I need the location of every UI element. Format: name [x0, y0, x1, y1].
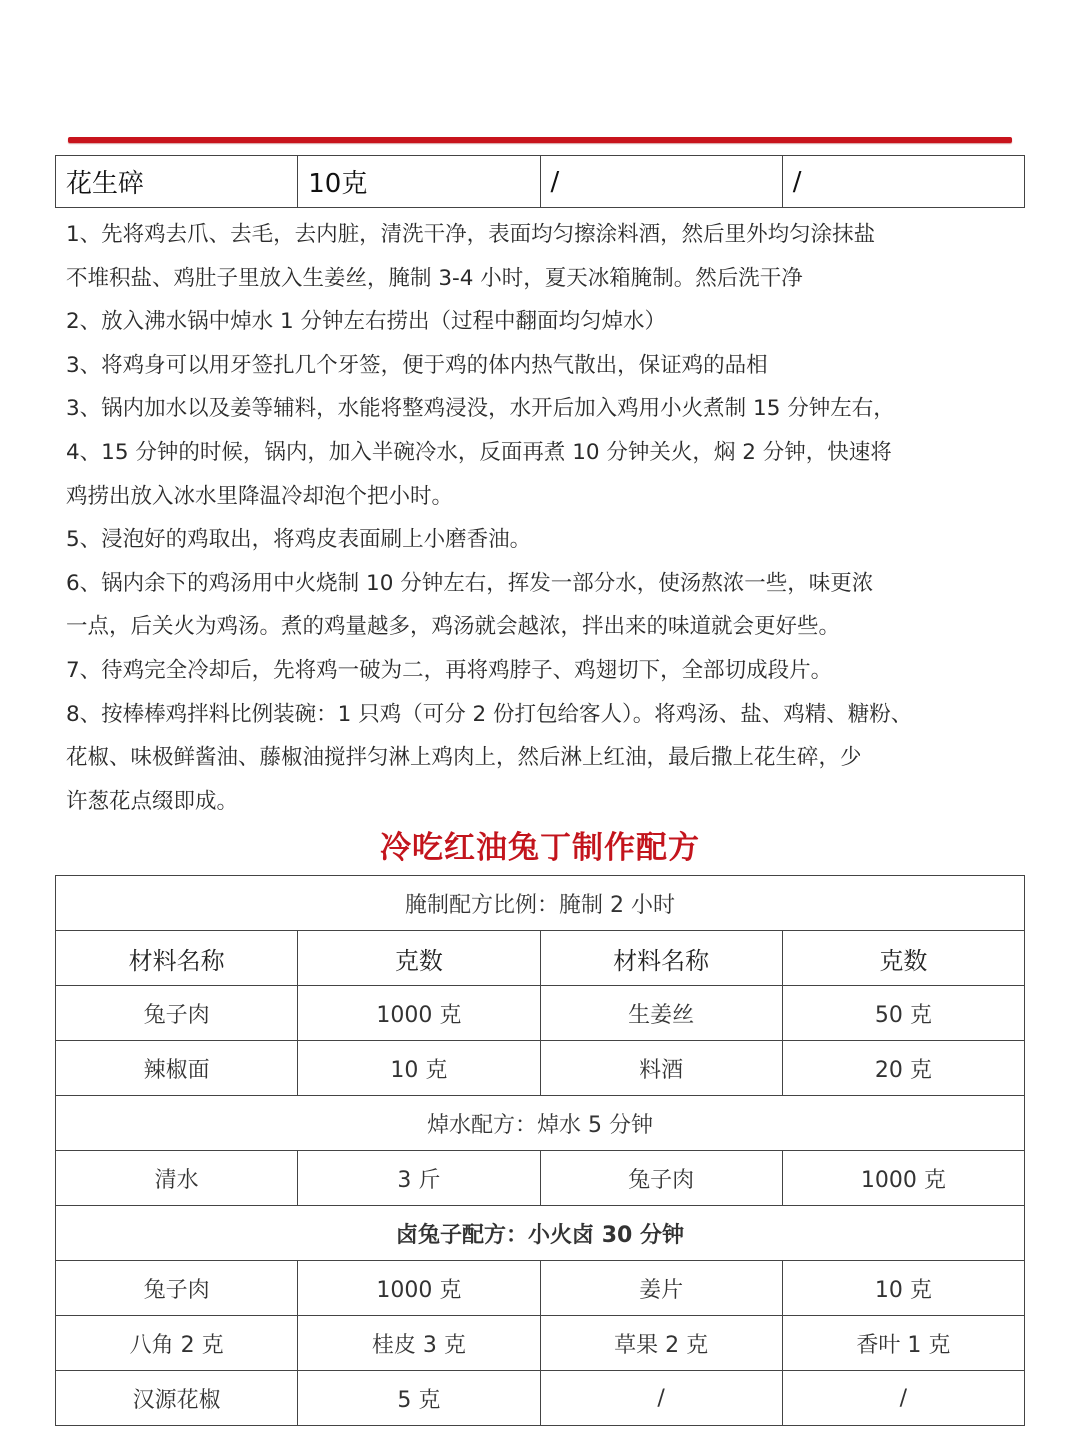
- table-row: [56, 1041, 1025, 1096]
- column-header: 克数: [782, 931, 1024, 986]
- step-line: 一点，后关火为鸡汤。煮的鸡量越多，鸡汤就会越浓，拌出来的味道就会更好些。: [66, 614, 841, 640]
- section-heading: 卤兔子配方：小火卤 30 分钟: [56, 1206, 1025, 1261]
- step-line: 2、放入沸水锅中焯水 1 分钟左右捞出（过程中翻面均匀焯水）: [66, 309, 667, 335]
- table-cell: 清水: [56, 1151, 298, 1206]
- table-cell: 兔子肉: [56, 986, 298, 1041]
- header-divider: [68, 137, 1012, 143]
- table-cell: /: [540, 1371, 782, 1426]
- table-cell: 10 克: [298, 1041, 540, 1096]
- table-cell: 兔子肉: [56, 1261, 298, 1316]
- table-cell: /: [782, 156, 1024, 208]
- recipe-title: 冷吃红油兔丁制作配方: [380, 830, 700, 866]
- table-cell: 生姜丝: [540, 986, 782, 1041]
- step-line: 许葱花点缀即成。: [66, 788, 239, 814]
- table-cell: 香叶 1 克: [782, 1316, 1024, 1371]
- table-cell: 10克: [298, 156, 540, 208]
- step-line: 花椒、味极鲜酱油、藤椒油搅拌匀淋上鸡肉上，然后淋上红油，最后撒上花生碎，少: [66, 745, 862, 771]
- table-cell: 姜片: [540, 1261, 782, 1316]
- table-row: [56, 1261, 1025, 1316]
- step-line: 3、锅内加水以及姜等辅料，水能将整鸡浸没，水开后加入鸡用小火煮制 15 分钟左右，: [66, 396, 895, 422]
- table-cell: 辣椒面: [56, 1041, 298, 1096]
- section-row: [56, 1206, 1025, 1261]
- section-row: [56, 876, 1025, 931]
- table-row: [56, 986, 1025, 1041]
- section-row: [56, 1096, 1025, 1151]
- table-cell: 50 克: [782, 986, 1024, 1041]
- table-cell: 汉源花椒: [56, 1371, 298, 1426]
- table-row: [56, 1151, 1025, 1206]
- step-line: 6、锅内余下的鸡汤用中火烧制 10 分钟左右，挥发一部分水，使汤熬浓一些，味更浓: [66, 570, 874, 596]
- step-line: 7、待鸡完全冷却后，先将鸡一破为二，再将鸡脖子、鸡翅切下，全部切成段片。: [66, 657, 833, 683]
- section-heading: 焯水配方：焯水 5 分钟: [56, 1096, 1025, 1151]
- table-cell: 5 克: [298, 1371, 540, 1426]
- step-line: 3、将鸡身可以用牙签扎几个牙签，便于鸡的体内热气散出，保证鸡的品相: [66, 352, 768, 378]
- column-header: 克数: [298, 931, 540, 986]
- header-row: [56, 931, 1025, 986]
- recipe-table: [55, 875, 1025, 1426]
- preparation-steps: [66, 213, 1026, 823]
- table-cell: 花生碎: [56, 156, 298, 208]
- table-cell: 10 克: [782, 1261, 1024, 1316]
- table-cell: /: [782, 1371, 1024, 1426]
- table-cell: 兔子肉: [540, 1151, 782, 1206]
- step-line: 4、15 分钟的时候，锅内，加入半碗冷水，反面再煮 10 分钟关火，焖 2 分钟，快速将: [66, 439, 892, 465]
- section-heading: 腌制配方比例：腌制 2 小时: [56, 876, 1025, 931]
- table-row: [56, 156, 1025, 208]
- step-line: 5、浸泡好的鸡取出，将鸡皮表面刷上小磨香油。: [66, 527, 532, 553]
- table-row: [56, 1371, 1025, 1426]
- step-line: 鸡捞出放入冰水里降温冷却泡个把小时。: [66, 483, 454, 509]
- column-header: 材料名称: [56, 931, 298, 986]
- table-cell: 草果 2 克: [540, 1316, 782, 1371]
- table-cell: 3 斤: [298, 1151, 540, 1206]
- table-cell: 20 克: [782, 1041, 1024, 1096]
- step-line: 8、按棒棒鸡拌料比例装碗：1 只鸡（可分 2 份打包给客人）。将鸡汤、盐、鸡精、糖粉、: [66, 701, 913, 727]
- step-line: 1、先将鸡去爪、去毛，去内脏，清洗干净，表面均匀擦涂料酒，然后里外均匀涂抹盐: [66, 222, 876, 247]
- step-line: 不堆积盐、鸡肚子里放入生姜丝，腌制 3-4 小时，夏天冰箱腌制。然后洗干净: [66, 265, 803, 291]
- table-cell: 桂皮 3 克: [298, 1316, 540, 1371]
- table-cell: 1000 克: [782, 1151, 1024, 1206]
- ingredient-table-continued: [55, 155, 1025, 208]
- table-cell: 八角 2 克: [56, 1316, 298, 1371]
- table-cell: 1000 克: [298, 1261, 540, 1316]
- table-cell: /: [540, 156, 782, 208]
- column-header: 材料名称: [540, 931, 782, 986]
- table-cell: 1000 克: [298, 986, 540, 1041]
- table-row: [56, 1316, 1025, 1371]
- table-cell: 料酒: [540, 1041, 782, 1096]
